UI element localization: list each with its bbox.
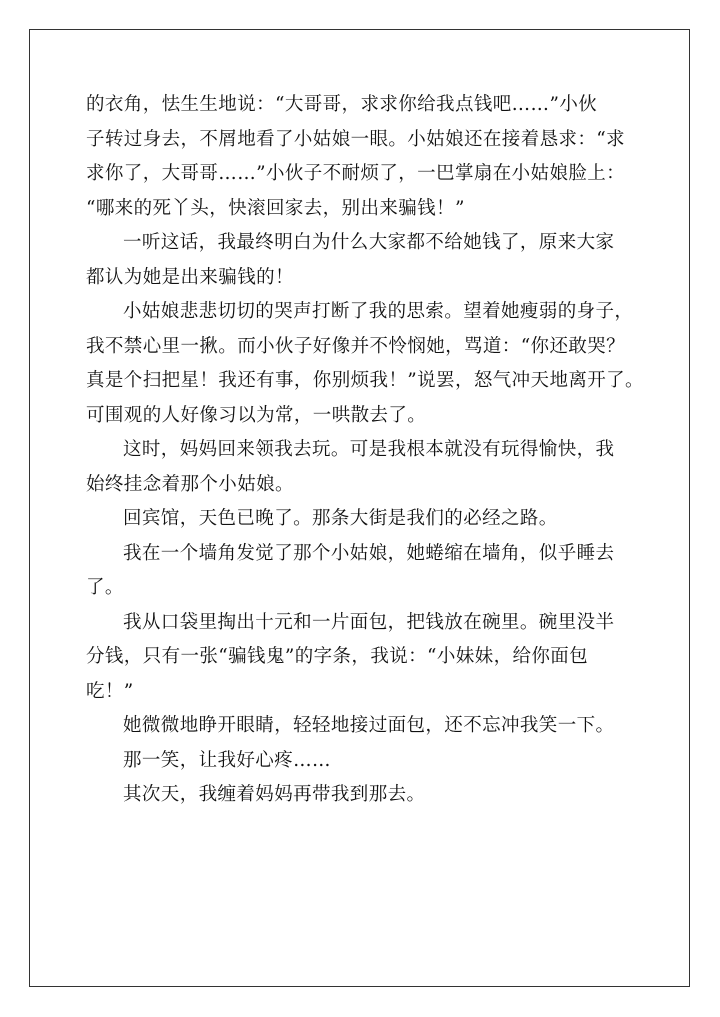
paragraph-first-line: 她微微地睁开眼睛，轻轻地接过面包，还不忘冲我笑一下。 [123,715,615,736]
text-line: 子转过身去，不屑地看了小姑娘一眼。小姑娘还在接着恳求：“求 [86,128,626,150]
paragraph-first-line: 其次天，我缠着妈妈再带我到那去。 [123,784,426,805]
text-line: 始终挂念着那个小姑娘。 [86,473,294,495]
document-body [86,88,646,813]
text-line: 了。 [86,577,124,598]
paragraph-first-line: 我从口袋里掏出十元和一片面包，把钱放在碗里。碗里没半 [123,611,615,633]
paragraph-first-line: 我在一个墙角发觉了那个小姑娘，她蜷缩在墙角，似乎睡去 [123,542,615,564]
text-line: 求你了，大哥哥……”小伙子不耐烦了，一巴掌扇在小姑娘脸上： [86,163,626,184]
paragraph-first-line: 这时，妈妈回来领我去玩。可是我根本就没有玩得愉快，我 [123,439,615,460]
paragraph-first-line: 回宾馆，天色已晚了。那条大街是我们的必经之路。 [123,508,558,529]
text-line: 都认为她是出来骗钱的！ [86,266,294,288]
text-line: 的衣角，怯生生地说：“大哥哥，求求你给我点钱吧……”小伙 [86,94,598,115]
paragraph-first-line: 小姑娘悲悲切切的哭声打断了我的思索。望着她瘦弱的身子， [123,301,634,322]
text-line: 我不禁心里一揪。而小伙子好像并不怜悯她，骂道：“你还敢哭？ [86,335,626,357]
text-line: 可围观的人好像习以为常，一哄散去了。 [86,404,427,426]
text-line: 分钱，只有一张“骗钱鬼”的字条，我说：“小妹妹，给你面包 [86,646,589,667]
paragraph-first-line: 一听这话，我最终明白为什么大家都不给她钱了，原来大家 [123,232,615,253]
text-line: 吃！” [86,680,134,702]
text-line: 真是个扫把星！我还有事，你别烦我！”说罢，怒气冲天地离开了。 [86,370,644,391]
paragraph-first-line: 那一笑，让我好心疼…… [123,749,331,771]
text-line: “哪来的死丫头，快滚回家去，别出来骗钱！” [86,197,465,219]
